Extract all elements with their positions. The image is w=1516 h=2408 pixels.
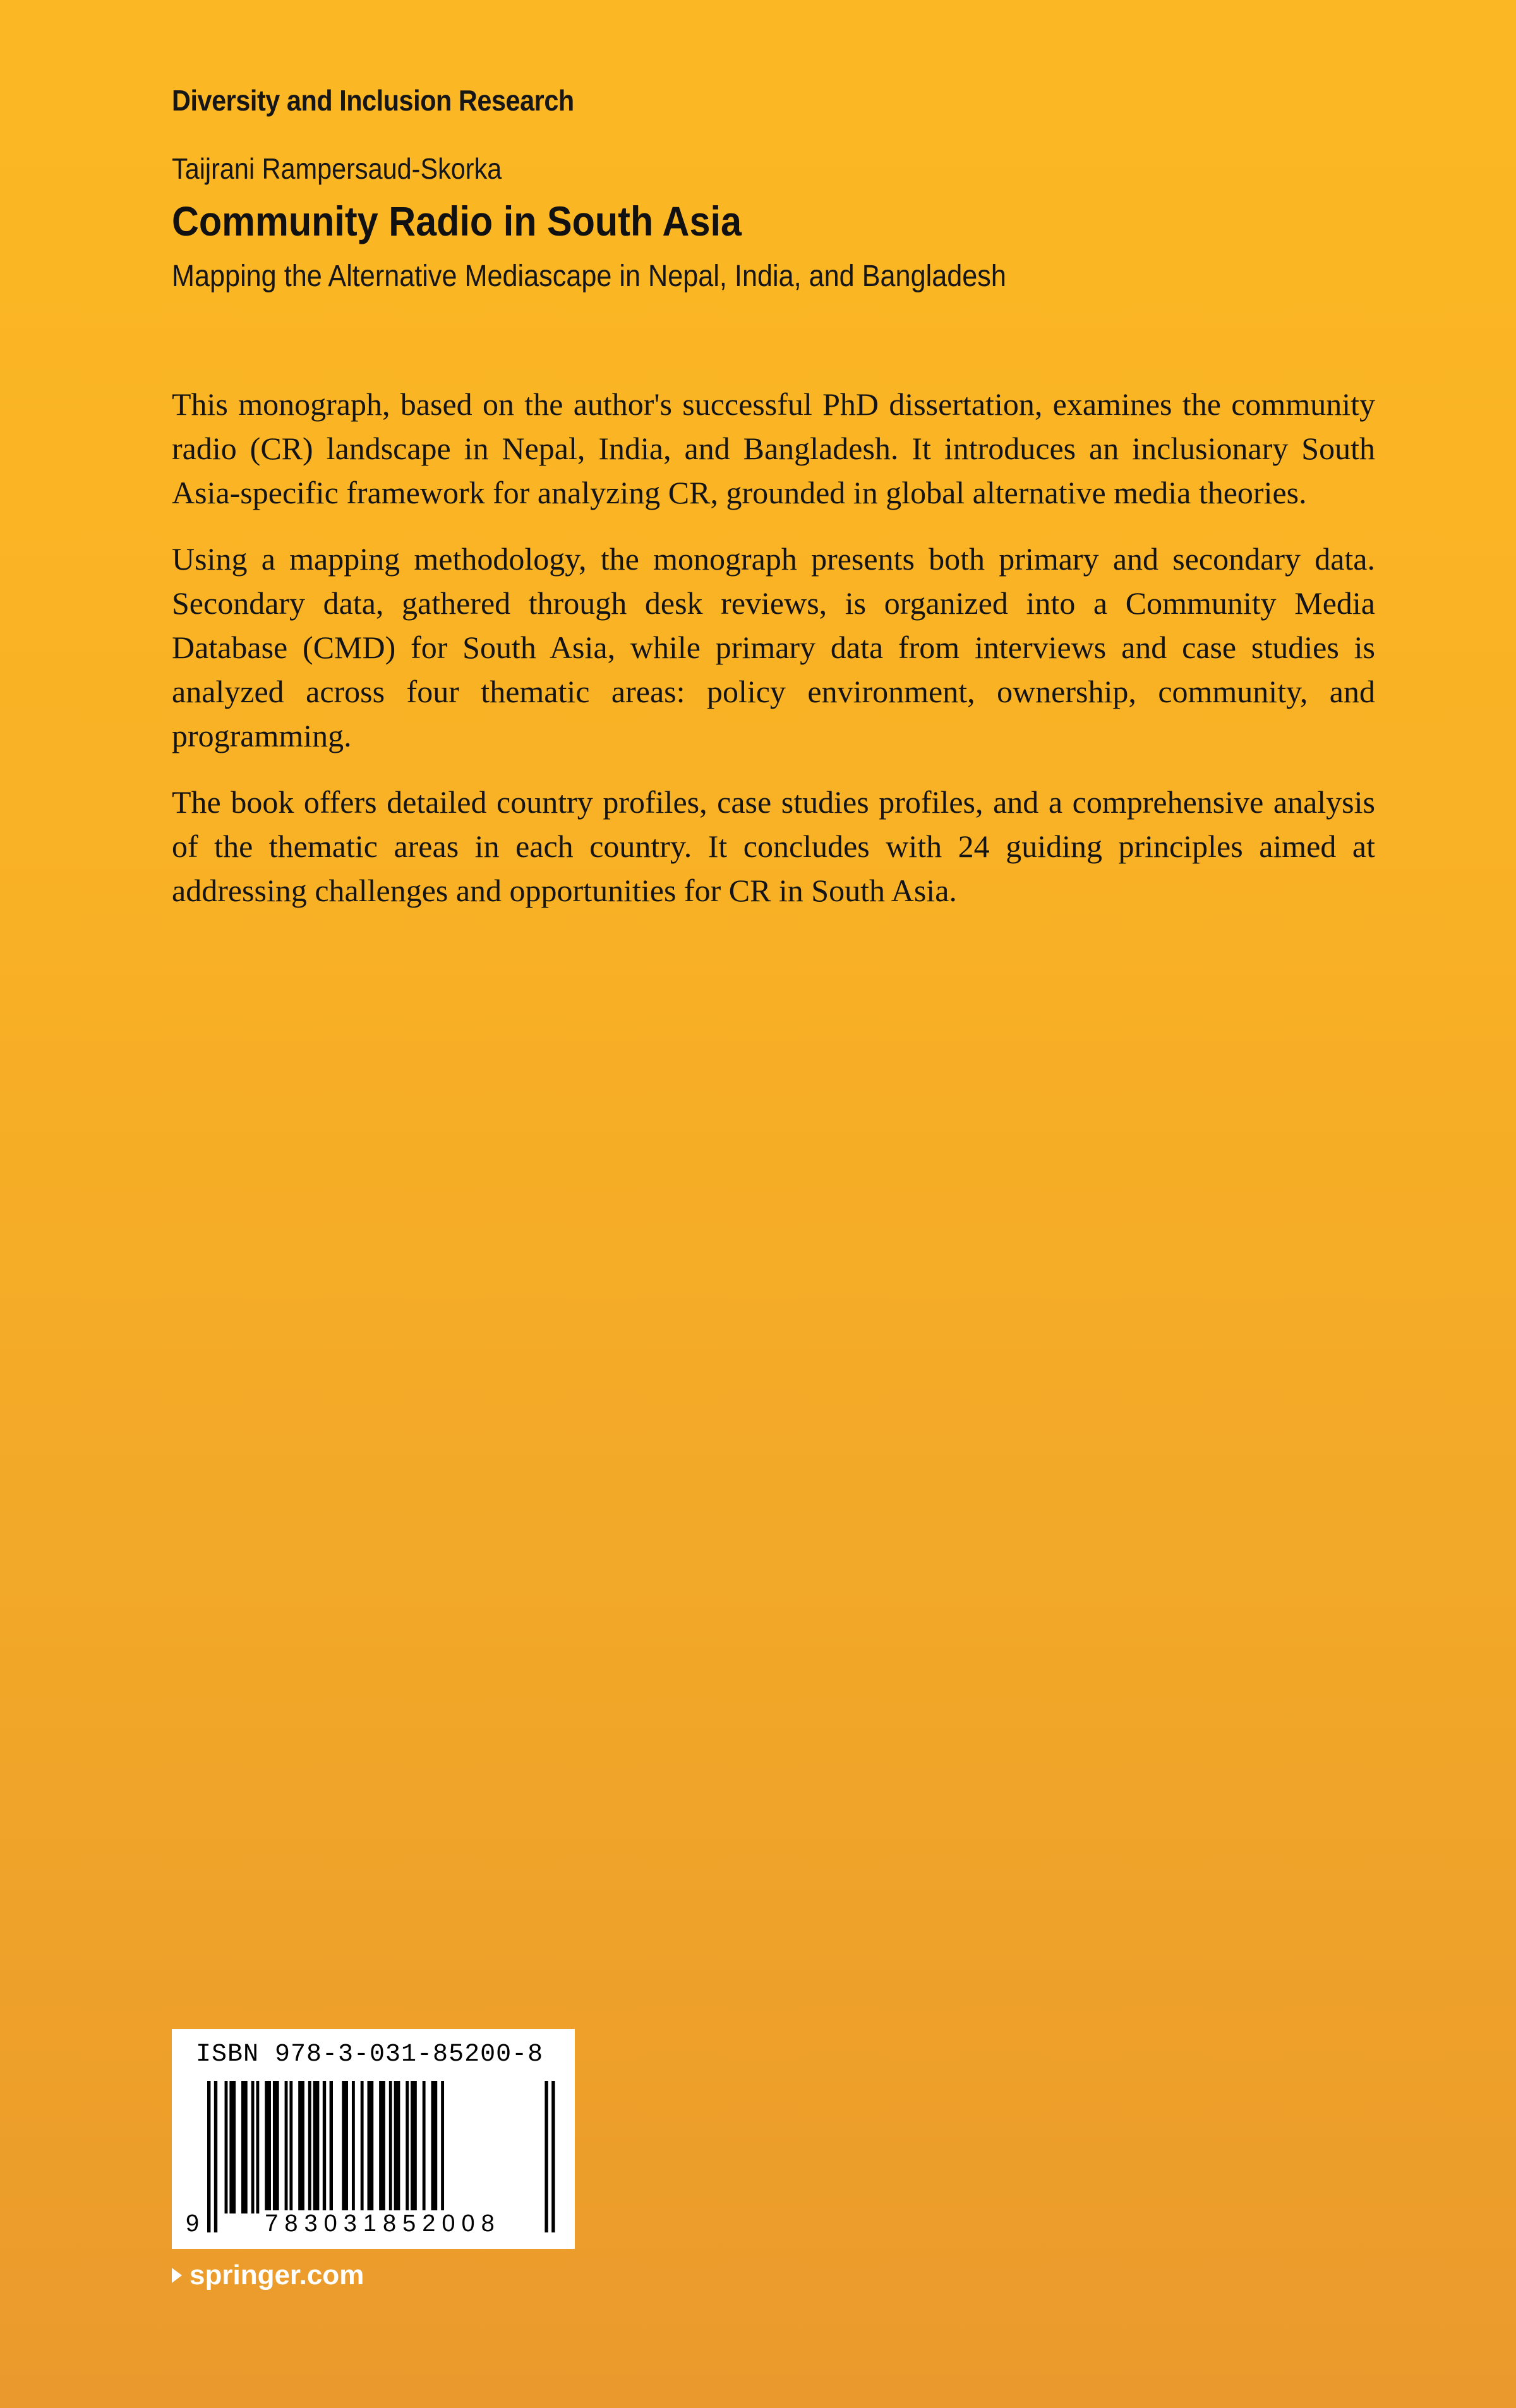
description-paragraph-3: The book offers detailed country profiles, case studies profiles, and a comprehensive analysis of the thematic areas in each country. It concludes with 24 guiding principles aimed at addressing challenges and opportunities for CR in South Asia. (172, 784, 1375, 908)
barcode-bar (551, 2081, 555, 2232)
author-name: Taijrani Rampersaud-Skorka (172, 152, 502, 185)
description-paragraph-2: Using a mapping methodology, the monograph presents both primary and secondary data. Secondary data, gathered through desk reviews, is organized into a Community Media Database (CMD) for South Asia, while primary data from interviews and case studies is analyzed across four thematic areas: policy environment, ownership, community, and programming. (172, 541, 1375, 753)
barcode-bar (368, 2081, 374, 2213)
barcode-bar (379, 2081, 385, 2213)
barcode-digits (207, 2210, 558, 2242)
barcode-bars (207, 2081, 558, 2232)
barcode-bar (394, 2081, 400, 2213)
barcode-bar (313, 2081, 320, 2213)
barcode-first-digit: 9 (186, 2210, 200, 2237)
book-title: Community Radio in South Asia (172, 198, 742, 244)
barcode-bar (411, 2081, 417, 2213)
barcode-bar (241, 2081, 248, 2213)
barcode-bar (225, 2081, 228, 2213)
barcode-bar (308, 2081, 311, 2213)
barcode-bar (285, 2081, 288, 2213)
barcode-bar (330, 2081, 333, 2232)
barcode-bar (441, 2081, 444, 2213)
barcode-bar (406, 2081, 409, 2213)
description-paragraph-1: This monograph, based on the author's successful PhD dissertation, examines the community radio (CR) landscape in Nepal, India, and Bangladesh. It introduces an inclusionary South Asia-specific framework for analyzing CR, grounded in global alternative media theories. (172, 386, 1375, 510)
barcode-bar (214, 2081, 217, 2232)
barcode-bar (256, 2081, 259, 2213)
book-subtitle: Mapping the Alternative Mediascape in Nepal, India, and Bangladesh (172, 260, 1006, 293)
publisher-link[interactable] (172, 2260, 364, 2291)
isbn-label: ISBN 978-3-031-85200-8 (196, 2040, 544, 2069)
barcode-bar (251, 2081, 255, 2213)
barcode-bar (431, 2081, 438, 2213)
barcode-bar (207, 2081, 210, 2232)
barcode-bar (389, 2081, 392, 2213)
barcode-bar (352, 2081, 355, 2213)
barcode-bar (361, 2081, 364, 2213)
isbn-barcode (172, 2029, 575, 2249)
series-name: Diversity and Inclusion Research (172, 84, 574, 117)
description (172, 382, 1375, 935)
barcode-bar (298, 2081, 304, 2213)
barcode-bar (273, 2081, 279, 2213)
barcode-bar (229, 2081, 236, 2213)
barcode-bar (423, 2081, 426, 2213)
barcode-digits-text: 783031852008 (262, 2210, 503, 2242)
barcode-bar (289, 2081, 292, 2213)
barcode-bar (342, 2081, 348, 2213)
arrow-right-icon (172, 2268, 182, 2283)
barcode-bar (544, 2081, 548, 2232)
publisher-url: springer.com (190, 2260, 364, 2291)
barcode-bar (323, 2081, 326, 2232)
barcode-bar (265, 2081, 271, 2213)
